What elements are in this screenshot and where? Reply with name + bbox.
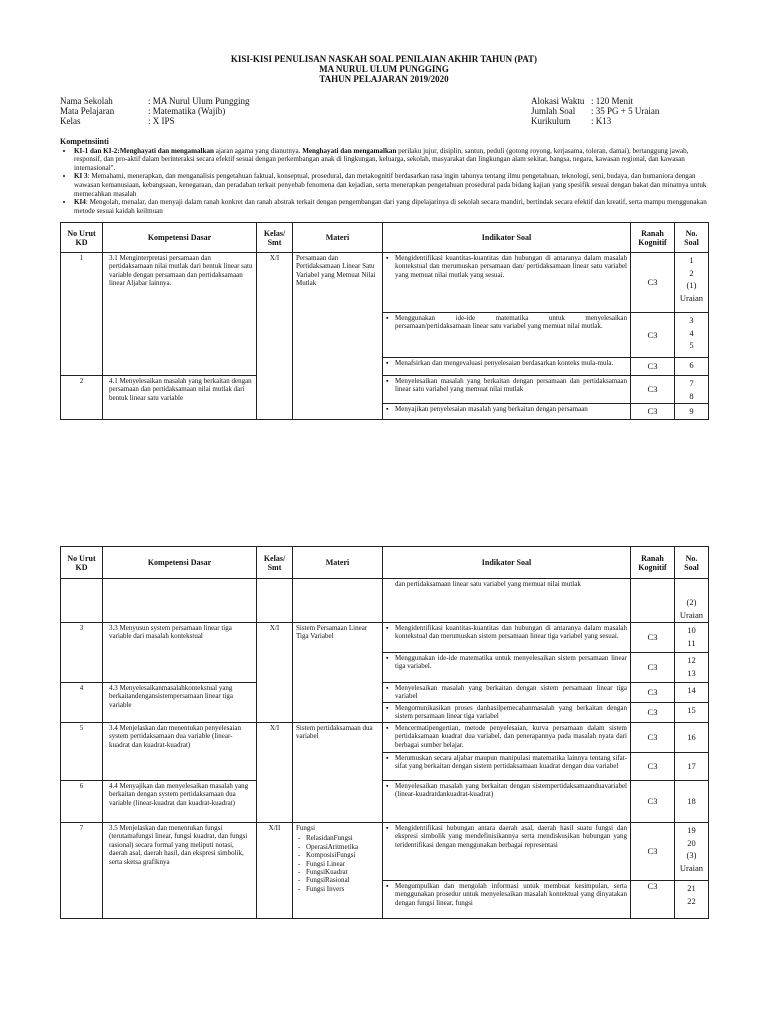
soal-numbers: 16 <box>675 723 709 753</box>
col-kd: Kompetensi Dasar <box>103 223 257 253</box>
info-label: Mata Pelajaran <box>60 106 115 116</box>
ranah: C3 <box>631 753 675 781</box>
kelas-smt: X/I <box>257 623 293 723</box>
kisi-table-1 <box>60 222 709 420</box>
ranah: C3 <box>631 404 675 420</box>
indikator: ▪ Menafsirkan dan mengevaluasi penyelesaian berdasarkan konteks mula-mula. <box>383 358 631 376</box>
info-label: Kelas <box>60 116 81 126</box>
materi: Sistem Persamaan Linear Tiga Variabel <box>293 623 383 723</box>
col-kelas: Kelas/ Smt <box>257 223 293 253</box>
kd-text: 3.4 Menjelaskan dan menentukan penyelesaian system pertidaksamaan dua variable (linear-kuadrat dan kuadrat-kuadrat) <box>103 723 257 781</box>
exam-info <box>531 96 659 126</box>
info-value: : 120 Menit <box>591 96 633 106</box>
soal-numbers: 3 4 5 <box>675 313 709 358</box>
ranah: C3 <box>631 703 675 723</box>
info-label: Nama Sekolah <box>60 96 113 106</box>
table-row <box>61 683 709 703</box>
soal-numbers: 15 <box>675 703 709 723</box>
list-item: - FungsiKuadrat <box>306 868 379 876</box>
info-value: : 35 PG + 5 Uraian <box>591 106 660 116</box>
kd-text: 3.3 Menyusun system persamaan linear tiga variable dari masalah kontekstual <box>103 623 257 683</box>
kelas-smt: X/II <box>257 823 293 919</box>
soal-numbers: 18 <box>675 781 709 823</box>
indikator: ▪ Mengidentifikasi hubungan antara daerah asal, daerah hasil suatu fungsi dan ekspresi simbolik yang mendefinisikannya serta mendiskusikan hubungan yang teridentifikasi dengan menggunakan berbagai representasi <box>383 823 631 881</box>
kd-number: 1 <box>61 253 103 376</box>
indikator: ▪ Mengidentifikasi kuantitas-kuantitas dan hubungan di antaranya dalam masalah kontekstual dan merumuskan persamaan dan/ pertidaksamaan linear satu variabel yang memuat nilai mutlak yang sesuai. <box>383 253 631 313</box>
soal-numbers: 21 22 <box>675 881 709 919</box>
kompetensi-inti <box>60 138 708 215</box>
list-item: - OperasiAritmetika <box>306 843 379 851</box>
kd-number: 6 <box>61 781 103 823</box>
title-line-1: KISI-KISI PENULISAN NASKAH SOAL PENILAIAN AKHIR TAHUN (PAT) <box>230 54 538 64</box>
info-value: : X IPS <box>148 116 175 126</box>
kd-number: 3 <box>61 623 103 683</box>
info-label: Alokasi Waktu <box>531 96 585 106</box>
indikator-continued: dan pertidaksamaan linear satu variabel yang memuat nilai mutlak <box>383 579 631 623</box>
ranah: C3 <box>631 313 675 358</box>
soal-numbers: 17 <box>675 753 709 781</box>
col-ranah: Ranah Kognitif <box>631 547 675 579</box>
info-label: Jumlah Soal <box>531 106 576 116</box>
table-row <box>61 723 709 753</box>
ki-3: • KI 3: Memahami, menerapkan, dan menganalisis pengetahuan faktual, konseptual, prosedural, dan metakognitif berdasarkan rasa ingin tahunya tentang ilmu pengetahuan, teknologi, seni, budaya, dan humaniora dengan wawasan kemanusiaan, kebangsaan, kenegaraan, dan peradaban terkait penyebab fenomena dan kejadian, serta menerapkan pengetahuan prosedural pada bidang kajian yang spesifik sesuai dengan bakat dan minatnya untuk memecahkan masalah <box>74 172 708 198</box>
indikator: ▪ Menyajikan penyelesaian masalah yang berkaitan dengan persamaan <box>383 404 631 420</box>
kd-number: 7 <box>61 823 103 919</box>
col-kd: Kompetensi Dasar <box>103 547 257 579</box>
ki-1-2: • KI-1 dan KI-2:Menghayati dan mengamalkan ajaran agama yang dianutnya. Menghayati dan mengamalkan perilaku jujur, disiplin, santun, peduli (gotong royong, kerjasama, toleran, damai), bertanggung jawab, responsif, dan pro-aktif dalam berinteraksi secara efektif sesuai dengan perkembangan anak di lingkungan, keluarga, sekolah, masyarakat dan lingkungan alam sekitar, bangsa, negara, kawasan regional, dan kawasan internasional". <box>74 147 708 173</box>
indikator: ▪ Menyelesaikan masalah yang berkaitan dengan sistem persamaan linear tiga variabel <box>383 683 631 703</box>
kelas-smt: X/I <box>257 253 293 420</box>
col-materi: Materi <box>293 547 383 579</box>
col-kelas: Kelas/ Smt <box>257 547 293 579</box>
soal-numbers: 19 20 (3) Uraian <box>675 823 709 881</box>
kd-text: 3.5 Menjelaskan dan menentukan fungsi (terutamafungsi linear, fungsi kuadrat, dan fungsi rasional) secara formal yang meliputi notasi, daerah asal, daerah hasil, dan ekspresi simbolik, serta sketsa grafiknya <box>103 823 257 919</box>
ranah: C3 <box>631 376 675 404</box>
list-item: - RelasidanFungsi <box>306 834 379 842</box>
col-soal: No. Soal <box>675 223 709 253</box>
list-item: - Fungsi Linear <box>306 860 379 868</box>
ranah: C3 <box>631 823 675 881</box>
soal-numbers: 6 <box>675 358 709 376</box>
indikator: ▪ Mencermatipengertian, metode penyelesaian, kurva persamaan dalam sistem pertidaksamaan kuadrat dua variabel, dan penerapannya pada masalah nyata dari berbagai sumber belajar. <box>383 723 631 753</box>
ranah: C3 <box>631 253 675 313</box>
kd-number: 5 <box>61 723 103 781</box>
table-row <box>61 781 709 823</box>
col-soal: No. Soal <box>675 547 709 579</box>
soal-numbers: 7 8 <box>675 376 709 404</box>
list-item: - FungsiRasional <box>306 876 379 884</box>
soal-numbers: 12 13 <box>675 653 709 683</box>
soal-numbers: 1 2 (1) Uraian <box>675 253 709 313</box>
ranah: C3 <box>631 358 675 376</box>
ranah: C3 <box>631 683 675 703</box>
kd-text: 4.1 Menyelesaikan masalah yang berkaitan dengan persamaan dan pertidaksamaan nilai mutlak dari bentuk linear satu variable <box>103 376 257 420</box>
soal-numbers: 9 <box>675 404 709 420</box>
indikator: ▪ Mengidentifikasi kuantitas-kuantitas dan hubungan di antaranya dalam masalah kontekstual dan merumuskan sistem persamaan linear tiga variabel yang sesuai. <box>383 623 631 653</box>
ranah: C3 <box>631 623 675 653</box>
col-indikator: Indikator Soal <box>383 223 631 253</box>
materi: Sistem pertidaksamaan dua variabel <box>293 723 383 823</box>
info-value: : K13 <box>591 116 612 126</box>
indikator: ▪ Merumuskan secara aljabar maupun manipulasi matematika lainnya tentang sifat-sifat yang berkaitan dengan sistem pertidaksamaan kuadrat dengan dua variabel <box>383 753 631 781</box>
table-row <box>61 376 709 404</box>
ranah: C3 <box>631 881 675 919</box>
document-title <box>0 54 768 84</box>
kelas-smt: X/I <box>257 723 293 823</box>
list-item: - Fungsi Invers <box>306 885 379 893</box>
info-value: : Matematika (Wajib) <box>148 106 226 116</box>
kd-text: 4.3 Menyelesaikanmasalahkontekstual yang berkaitandengansistempersamaan linear tiga variable <box>103 683 257 723</box>
materi-title: Fungsi <box>296 824 316 832</box>
school-info <box>60 96 250 126</box>
title-line-3: TAHUN PELAJARAN 2019/2020 <box>319 74 449 84</box>
table-row <box>61 253 709 313</box>
col-materi: Materi <box>293 223 383 253</box>
info-label: Kurikulum <box>531 116 571 126</box>
col-no: No Urut KD <box>61 223 103 253</box>
table-row <box>61 823 709 881</box>
soal-numbers: 10 11 <box>675 623 709 653</box>
soal-numbers: 14 <box>675 683 709 703</box>
indikator: ▪ Menyelesaikan masalah yang berkaitan dengan sistempertidaksamaanduavariabel (linear-kuadratdankuadrat-kuadrat) <box>383 781 631 823</box>
kd-text: 3.1 Menginterpretasi persamaan dan pertidaksamaan nilai mutlak dari bentuk linear satu variable dengan persamaan dan pertidaksamaan linear Aljabar lainnya. <box>103 253 257 376</box>
title-line-2: MA NURUL ULUM PUNGGING <box>319 64 449 74</box>
indikator: ▪ Menyelesaikan masalah yang berkaitan dengan persamaan dan pertidaksamaan linear satu variabel yang memuat nilai mutlak <box>383 376 631 404</box>
table-row <box>61 623 709 653</box>
ranah: C3 <box>631 723 675 753</box>
kisi-table-2 <box>60 546 709 919</box>
indikator: ▪ Menggunakan ide-ide matematika untuk menyelesaikan sistem persamaan linear tiga variabel. <box>383 653 631 683</box>
kd-number: 2 <box>61 376 103 420</box>
list-item: - KomposisiFungsi <box>306 851 379 859</box>
kd-number: 4 <box>61 683 103 723</box>
col-indikator: Indikator Soal <box>383 547 631 579</box>
info-value: : MA Nurul Ulum Pungging <box>148 96 250 106</box>
materi: Persamaan dan Pertidaksamaan Linear Satu Variabel yang Memuat Nilai Mutlak <box>293 253 383 420</box>
ranah: C3 <box>631 653 675 683</box>
table-row <box>61 579 709 623</box>
soal-numbers: (2) Uraian <box>675 579 709 623</box>
ranah: C3 <box>631 781 675 823</box>
kd-text: 4.4 Menyajikan dan menyelesaikan masalah yang berkaitan dengan system pertidaksamaan dua variable (linear-kuadrat dan kuadrat-kuadrat) <box>103 781 257 823</box>
indikator: ▪ Mengumpulkan dan mengolah informasi untuk membuat kesimpulan, serta menggunakan prosedur untuk menyelesaikan masalah kontektual yang dinyatakan dengan fungsi linear, fungsi <box>383 881 631 919</box>
ki-4: • KI4: Mengolah, menalar, dan menyaji dalam ranah konkret dan ranah abstrak terkait dengan pengembangan dari yang dipelajarinya di sekolah secara mandiri, bertindak secara efektif dan kreatif, serta mampu menggunakan metode sesuai kaidah keilmuan <box>74 198 708 215</box>
col-ranah: Ranah Kognitif <box>631 223 675 253</box>
indikator: ▪ Menggunakan ide-ide matematika untuk menyelesaikan persamaan/pertidaksamaan linear satu variabel yang memuat nilai mutlak. <box>383 313 631 358</box>
materi-list <box>296 834 379 893</box>
kompetensi-title: Kompetnsiinti <box>60 137 109 146</box>
col-no: No Urut KD <box>61 547 103 579</box>
materi <box>293 823 383 919</box>
indikator: ▪ Mengomunikasikan proses danhasilpemecahanmasalah yang berkaitan dengan sistem persamaan linear tiga variabel <box>383 703 631 723</box>
